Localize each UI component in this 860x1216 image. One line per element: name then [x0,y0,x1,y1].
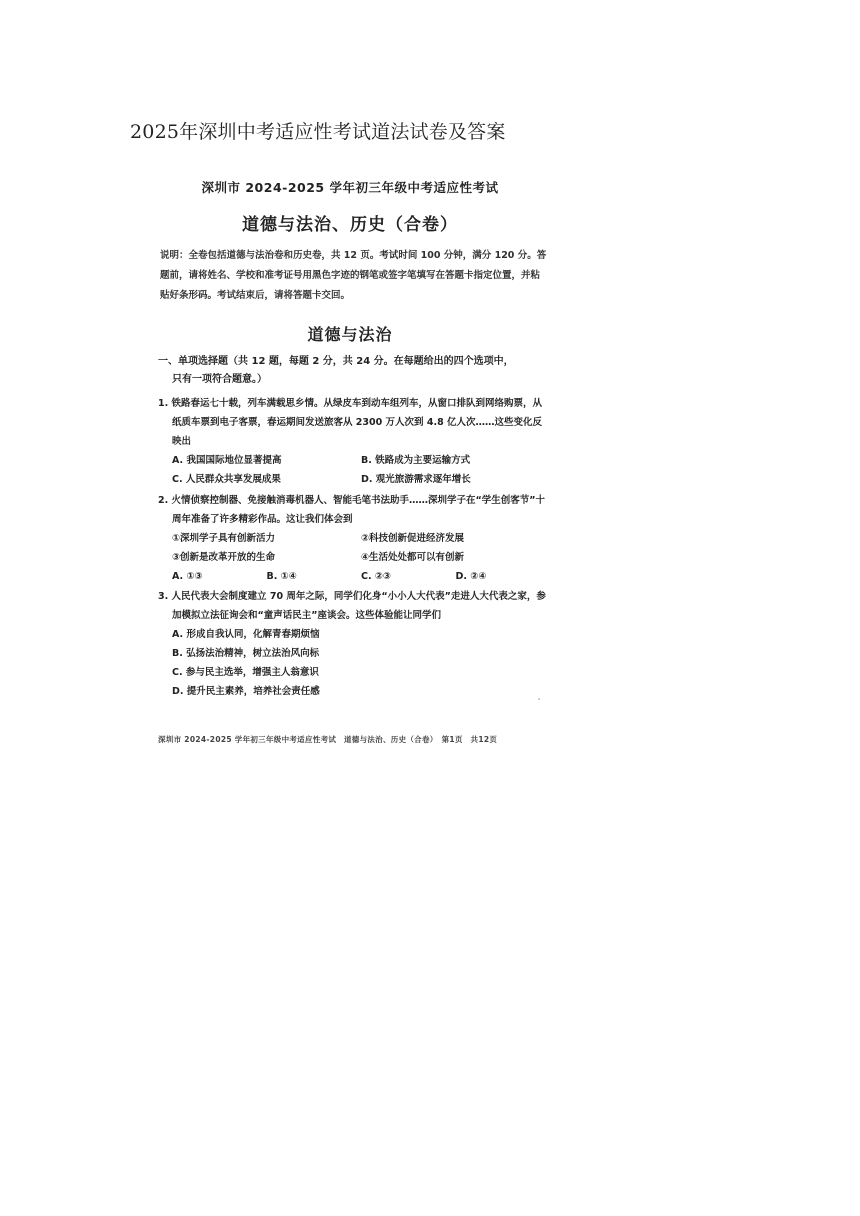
option-d: D. 提升民主素养，培养社会责任感 [172,686,320,697]
question-1 [158,394,550,489]
option-b: B. 弘扬法治精神，树立法治风向标 [172,648,320,659]
statement-1: ①深圳学子具有创新活力 [172,533,276,544]
option-a: A. 形成自我认同，化解青春期烦恼 [172,629,320,640]
option-a: A. 我国国际地位显著提高 [172,455,282,466]
question-statements [158,529,550,567]
statement-2: ②科技创新促进经济发展 [361,533,465,544]
section-instructions [158,353,550,389]
option-c: C. 人民群众共享发展成果 [172,474,281,485]
option-d: D. 观光旅游需求逐年增长 [361,474,471,485]
option-c: C. 参与民主选举，增强主人翁意识 [172,667,319,678]
question-stem: 3. 人民代表大会制度建立 70 周年之际，同学们化身“小小人大代表”走进人大代表之家，参加模拟立法征询会和“童声话民主”座谈会。这些体验能让同学们 [158,591,546,621]
option-b: B. 铁路成为主要运输方式 [361,455,471,466]
exam-header: 深圳市 2024-2025 学年初三年级中考适应性考试 [201,180,499,195]
instructions-line-1: 一、单项选择题（共 12 题，每题 2 分，共 24 分。在每题给出的四个选项中， [158,356,514,367]
scanned-exam-page [140,160,560,760]
exam-title: 道德与法治、历史（合卷） [242,215,458,235]
section-title: 道德与法治 [307,325,393,344]
option-a: A. ①③ [172,571,203,582]
exam-intro: 说明：全卷包括道德与法治卷和历史卷，共 12 页。考试时间 100 分钟，满分 120 分。答题前，请将姓名、学校和准考证号用黑色字迹的钢笔或签字笔填写在答题卡指定位置，并粘贴好条形码。考试结束后，请将答题卡交回。 [160,250,547,301]
question-2 [158,491,550,586]
question-options [158,451,550,489]
statement-4: ④生活处处都可以有创新 [361,552,465,563]
question-3 [158,587,550,701]
instructions-line-2: 只有一项符合题意。） [172,374,267,385]
question-options [158,567,550,586]
scan-speck [538,698,540,700]
option-b: B. ①④ [266,571,297,582]
document-title: 2025年深圳中考适应性考试道法试卷及答案 [130,121,506,143]
option-d: D. ②④ [455,571,487,582]
page-footer: 深圳市 2024-2025 学年初三年级中考适应性考试 道德与法治、历史（合卷） 第1页 共12页 [158,735,498,744]
statement-3: ③创新是改革开放的生命 [172,552,276,563]
question-stem: 1. 铁路春运七十载，列车满载思乡情。从绿皮车到动车组列车，从窗口排队到网络购票，从纸质车票到电子客票，春运期间发送旅客从 2300 万人次到 4.8 亿人次……这些变化反映出 [158,398,543,447]
question-stem: 2. 火情侦察控制器、免接触消毒机器人、智能毛笔书法助手……深圳学子在“学生创客节”十周年准备了许多精彩作品。这让我们体会到 [158,495,546,525]
option-c: C. ②③ [361,571,391,582]
